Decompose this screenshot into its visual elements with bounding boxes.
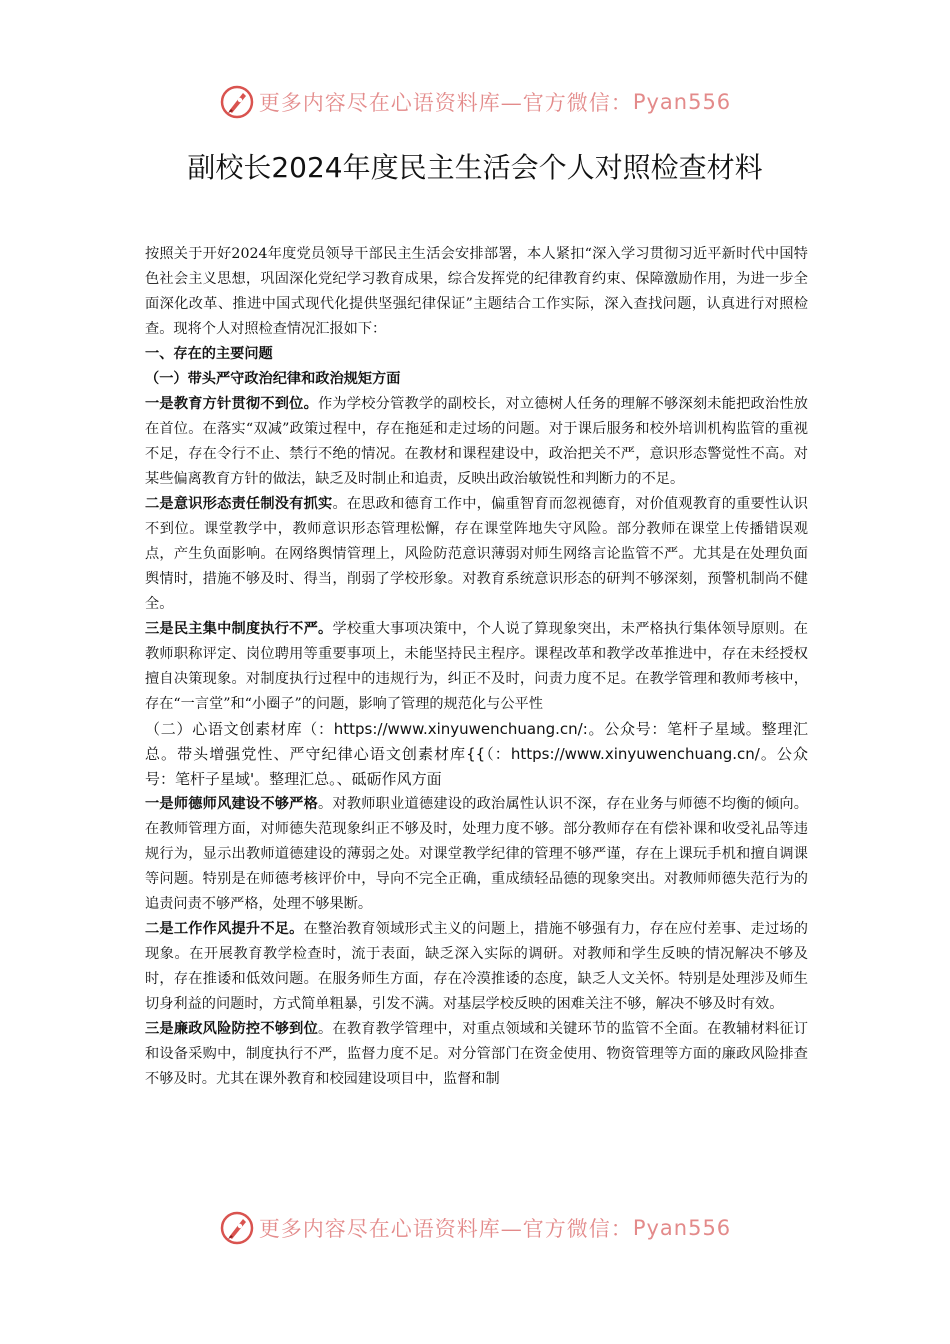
paragraph-body: 作为学校分管教学的副校长，对立德树人任务的理解不够深刻未能把政治性放在首位。在落实“双减”政策过程中，存在拖延和走过场的问题。对于课后服务和校外培训机构监管的重视不足，存在令行不止、禁行不绝的情况。在教材和课程建设中，政治把关不严，意识形态警觉性不高。对某些偏离教育方针的做法，缺乏及时制止和追责，反映出政治敏锐性和判断力的不足。 <box>145 396 808 487</box>
wechat-id: Pyan556 <box>632 1216 732 1240</box>
paragraph-lead: 三是民主集中制度执行不严。 <box>145 621 333 637</box>
wechat-id: Pyan556 <box>632 90 732 114</box>
watermark-text: 更多内容尽在心语资料库—官方微信： <box>258 91 633 115</box>
document-title: 副校长2024年度民主生活会个人对照检查材料 <box>187 151 763 184</box>
subsection-heading: （二）心语文创素材库（：https://www.xinyuwenchuang.cn/:。公众号：笔杆子星域。整理汇总。带头增强党性、严守纪律心语文创素材库{{（：https://www.xinyuwenchuang.cn/。公众号：笔杆子星域'。整理汇总。、砥砺作风方面 <box>145 720 808 788</box>
section-heading: 一、存在的主要问题 <box>145 346 273 362</box>
paragraph <box>145 392 808 492</box>
pen-logo-icon <box>219 84 255 120</box>
footer-watermark <box>0 1208 950 1248</box>
watermark-text: 更多内容尽在心语资料库—官方微信： <box>258 1217 633 1241</box>
paragraph <box>145 1017 808 1092</box>
paragraph-lead: 二是意识形态责任制没有抓实 <box>145 496 333 512</box>
paragraph <box>145 792 808 917</box>
intro-paragraph: 按照关于开好2024年度党员领导干部民主生活会安排部署，本人紧扣“深入学习贯彻习近平新时代中国特色社会主义思想，巩固深化党纪学习教育成果，综合发挥党的纪律教育约束、保障激励作用，为进一步全面深化改革、推进中国式现代化提供坚强纪律保证”主题结合工作实际，深入查找问题，认真进行对照检查。现将个人对照检查情况汇报如下： <box>145 246 808 337</box>
paragraph-lead: 一是教育方针贯彻不到位。 <box>145 396 319 412</box>
paragraph-body: 学校重大事项决策中，个人说了算现象突出，未严格执行集体领导原则。在教师职称评定、岗位聘用等重要事项上，未能坚持民主程序。课程改革和教学改革推进中，存在未经授权擅自决策现象。对制度执行过程中的违规行为，纠正不及时，问责力度不足。在教学管理和教师考核中，存在“一言堂”和“小圈子”的问题，影响了管理的规范化与公平性 <box>145 621 808 712</box>
paragraph <box>145 617 808 717</box>
paragraph-body: 。在思政和德育工作中，偏重智育而忽视德育，对价值观教育的重要性认识不到位。课堂教学中，教师意识形态管理松懈，存在课堂阵地失守风险。部分教师在课堂上传播错误观点，产生负面影响。在网络舆情管理上，风险防范意识薄弱对师生网络言论监管不严。尤其是在处理负面舆情时，措施不够及时、得当，削弱了学校形象。对教育系统意识形态的研判不够深刻，预警机制尚不健全。 <box>145 496 808 612</box>
paragraph-lead: 一是师德师风建设不够严格 <box>145 796 319 812</box>
paragraph-body: 在整治教育领域形式主义的问题上，措施不够强有力，存在应付差事、走过场的现象。在开展教育教学检查时，流于表面，缺乏深入实际的调研。对教师和学生反映的情况解决不够及时，存在推诿和低效问题。在服务师生方面，存在冷漠推诿的态度，缺乏人文关怀。特别是处理涉及师生切身利益的问题时，方式简单粗暴，引发不满。对基层学校反映的困难关注不够，解决不够及时有效。 <box>145 921 808 1012</box>
paragraph-lead: 三是廉政风险防控不够到位 <box>145 1021 319 1037</box>
paragraph-body: 。对教师职业道德建设的政治属性认识不深，存在业务与师德不均衡的倾向。在教师管理方面，对师德失范现象纠正不够及时，处理力度不够。部分教师存在有偿补课和收受礼品等违规行为，显示出教师道德建设的薄弱之处。对课堂教学纪律的管理不够严谨，存在上课玩手机和擅自调课等问题。特别是在师德考核评价中，导向不完全正确，重成绩轻品德的现象突出。对教师师德失范行为的追责问责不够严格，处理不够果断。 <box>145 796 808 912</box>
paragraph <box>145 492 808 617</box>
paragraph <box>145 917 808 1017</box>
paragraph-body: 。在教育教学管理中，对重点领域和关键环节的监管不全面。在教辅材料征订和设备采购中，制度执行不严，监督力度不足。对分管部门在资金使用、物资管理等方面的廉政风险排查不够及时。尤其在课外教育和校园建设项目中，监督和制 <box>145 1021 808 1087</box>
header-watermark <box>0 82 950 122</box>
document-body <box>145 242 808 1092</box>
pen-logo-icon <box>219 1210 255 1246</box>
paragraph-lead: 二是工作作风提升不足。 <box>145 921 304 937</box>
subsection-heading: （一）带头严守政治纪律和政治规矩方面 <box>145 371 401 387</box>
